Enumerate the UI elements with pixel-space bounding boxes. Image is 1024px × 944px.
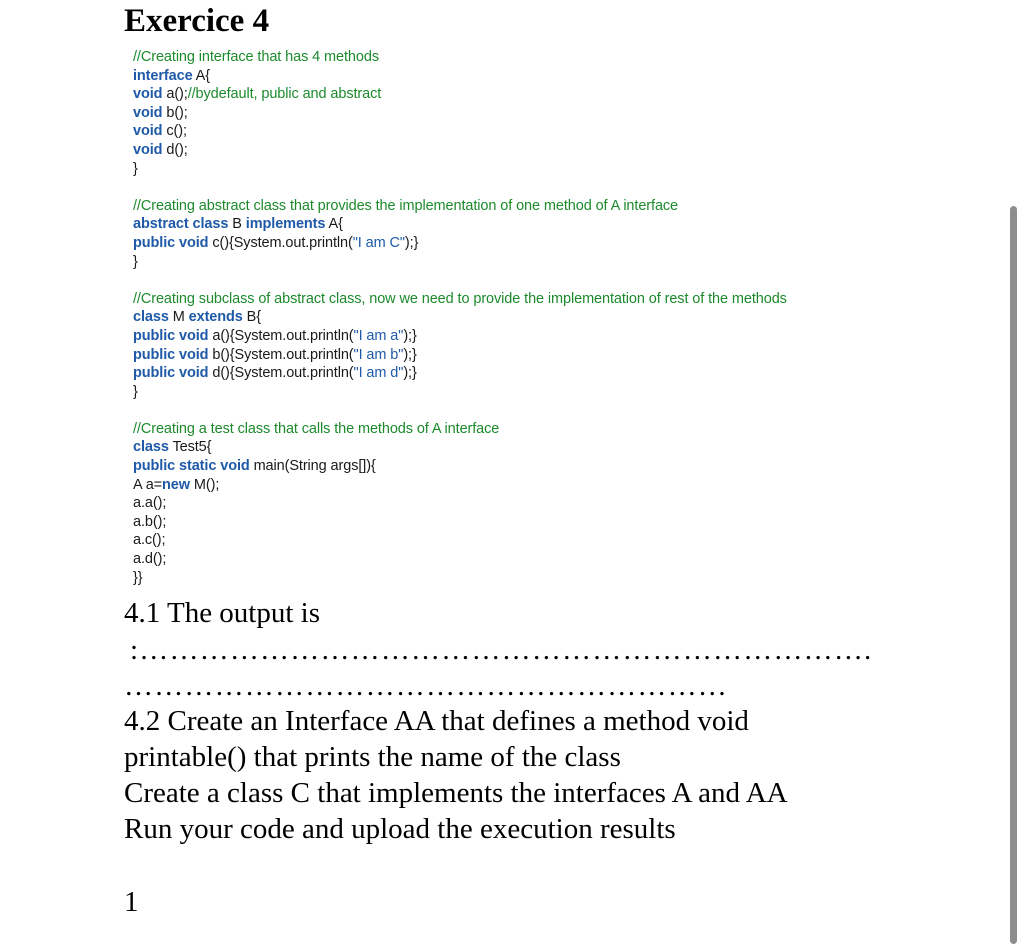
code-token-txt: B{ bbox=[242, 309, 261, 326]
code-token-kw: public void bbox=[133, 327, 209, 344]
code-token-txt: a(); bbox=[162, 86, 188, 103]
vertical-scrollbar[interactable] bbox=[1010, 206, 1017, 944]
code-token-txt: } bbox=[133, 383, 138, 400]
code-token-kw: public static void bbox=[133, 458, 250, 475]
code-token-cmt: //Creating abstract class that provides the implementation of one method of A interface bbox=[133, 197, 679, 214]
question-4-2 bbox=[124, 703, 788, 847]
question-4-2-line: 4.2 Create an Interface AA that defines a method void bbox=[124, 705, 749, 737]
code-token-kw: void bbox=[133, 86, 163, 103]
code-token-txt: a.c(); bbox=[133, 532, 166, 549]
code-line bbox=[133, 253, 787, 272]
code-line bbox=[133, 550, 787, 569]
code-token-txt: Test5{ bbox=[168, 439, 212, 456]
code-token-txt: B bbox=[228, 216, 246, 233]
page-number: 1 bbox=[124, 886, 139, 918]
code-line bbox=[133, 160, 787, 179]
code-token-txt: } bbox=[133, 253, 138, 270]
code-token-txt: c(){System.out.println( bbox=[208, 234, 353, 251]
code-line bbox=[133, 494, 787, 513]
code-line bbox=[133, 122, 787, 141]
code-token-kw: public void bbox=[133, 234, 209, 251]
question-4-1: 4.1 The output is bbox=[124, 597, 321, 629]
code-token-txt: A{ bbox=[325, 216, 343, 233]
code-token-txt: );} bbox=[403, 365, 417, 382]
code-token-cmt: //bydefault, public and abstract bbox=[187, 86, 382, 103]
code-line bbox=[133, 364, 787, 383]
code-token-txt: a.d(); bbox=[133, 551, 167, 568]
code-token-txt: }} bbox=[133, 569, 143, 586]
code-line bbox=[133, 290, 787, 309]
code-token-cmt: //Creating subclass of abstract class, now we need to provide the implementation of rest of the methods bbox=[133, 290, 787, 307]
code-line bbox=[133, 308, 787, 327]
code-token-txt: );} bbox=[403, 327, 417, 344]
code-token-str: "I am b" bbox=[353, 346, 404, 363]
code-line bbox=[133, 327, 787, 346]
code-token-kw: implements bbox=[245, 216, 326, 233]
code-token-str: "I am d" bbox=[353, 365, 404, 382]
code-token-kw: new bbox=[162, 476, 190, 493]
code-token-txt: );} bbox=[404, 234, 419, 251]
code-line bbox=[133, 48, 787, 67]
question-4-2-line: Create a class C that implements the interfaces A and AA bbox=[124, 777, 788, 809]
code-token-cmt: //Creating interface that has 4 methods bbox=[133, 49, 379, 65]
exercise-title: Exercice 4 bbox=[124, 3, 270, 39]
question-4-2-line: Run your code and upload the execution results bbox=[124, 813, 676, 845]
code-line bbox=[133, 569, 787, 588]
code-token-txt: d(){System.out.println( bbox=[208, 365, 354, 382]
code-token-kw: void bbox=[133, 123, 163, 140]
code-token-txt: main(String args[]){ bbox=[249, 458, 376, 475]
code-token-kw: public void bbox=[133, 365, 209, 382]
code-block-gap bbox=[133, 271, 787, 290]
code-token-txt: } bbox=[133, 160, 138, 177]
answer-blank-line-1: :………………………………………………………………. bbox=[130, 634, 873, 666]
code-token-txt: A a= bbox=[133, 476, 163, 493]
code-token-str: "I am C" bbox=[352, 234, 405, 251]
code-token-txt: a.b(); bbox=[133, 513, 167, 530]
code-line bbox=[133, 85, 787, 104]
code-token-txt: M bbox=[168, 309, 189, 326]
code-token-txt: a.a(); bbox=[133, 495, 167, 512]
code-line bbox=[133, 457, 787, 476]
code-token-kw: void bbox=[133, 104, 163, 121]
code-listing bbox=[133, 48, 787, 587]
code-token-txt: M(); bbox=[189, 476, 220, 493]
code-token-txt: c(); bbox=[162, 123, 187, 140]
code-line bbox=[133, 531, 787, 550]
code-line bbox=[133, 346, 787, 365]
code-line bbox=[133, 197, 787, 216]
code-token-txt: b(); bbox=[162, 104, 188, 121]
code-token-kw: class bbox=[133, 309, 169, 326]
code-line bbox=[133, 104, 787, 123]
code-line bbox=[133, 476, 787, 495]
code-line bbox=[133, 383, 787, 402]
code-token-txt: a(){System.out.println( bbox=[208, 327, 354, 344]
code-line bbox=[133, 141, 787, 160]
code-line bbox=[133, 215, 787, 234]
code-token-kw: class bbox=[133, 439, 169, 456]
code-token-txt: );} bbox=[403, 346, 417, 363]
code-line bbox=[133, 513, 787, 532]
code-token-kw: void bbox=[133, 141, 163, 158]
code-line bbox=[133, 438, 787, 457]
code-token-txt: d(); bbox=[162, 141, 188, 158]
code-block-gap bbox=[133, 178, 787, 197]
code-line bbox=[133, 420, 787, 439]
code-line bbox=[133, 67, 787, 86]
code-block-gap bbox=[133, 401, 787, 420]
code-token-kw: public void bbox=[133, 346, 209, 363]
code-token-kw: abstract class bbox=[133, 216, 229, 233]
code-token-str: "I am a" bbox=[353, 327, 404, 344]
code-token-txt: b(){System.out.println( bbox=[208, 346, 354, 363]
code-token-txt: A{ bbox=[192, 67, 210, 84]
answer-blank-line-2: …………………………………………………… bbox=[124, 670, 728, 702]
code-token-kw: interface bbox=[133, 67, 193, 84]
code-token-cmt: //Creating a test class that calls the methods of A interface bbox=[133, 420, 500, 437]
question-4-2-line: printable() that prints the name of the class bbox=[124, 741, 621, 773]
code-line bbox=[133, 234, 787, 253]
code-token-kw: extends bbox=[188, 309, 243, 326]
